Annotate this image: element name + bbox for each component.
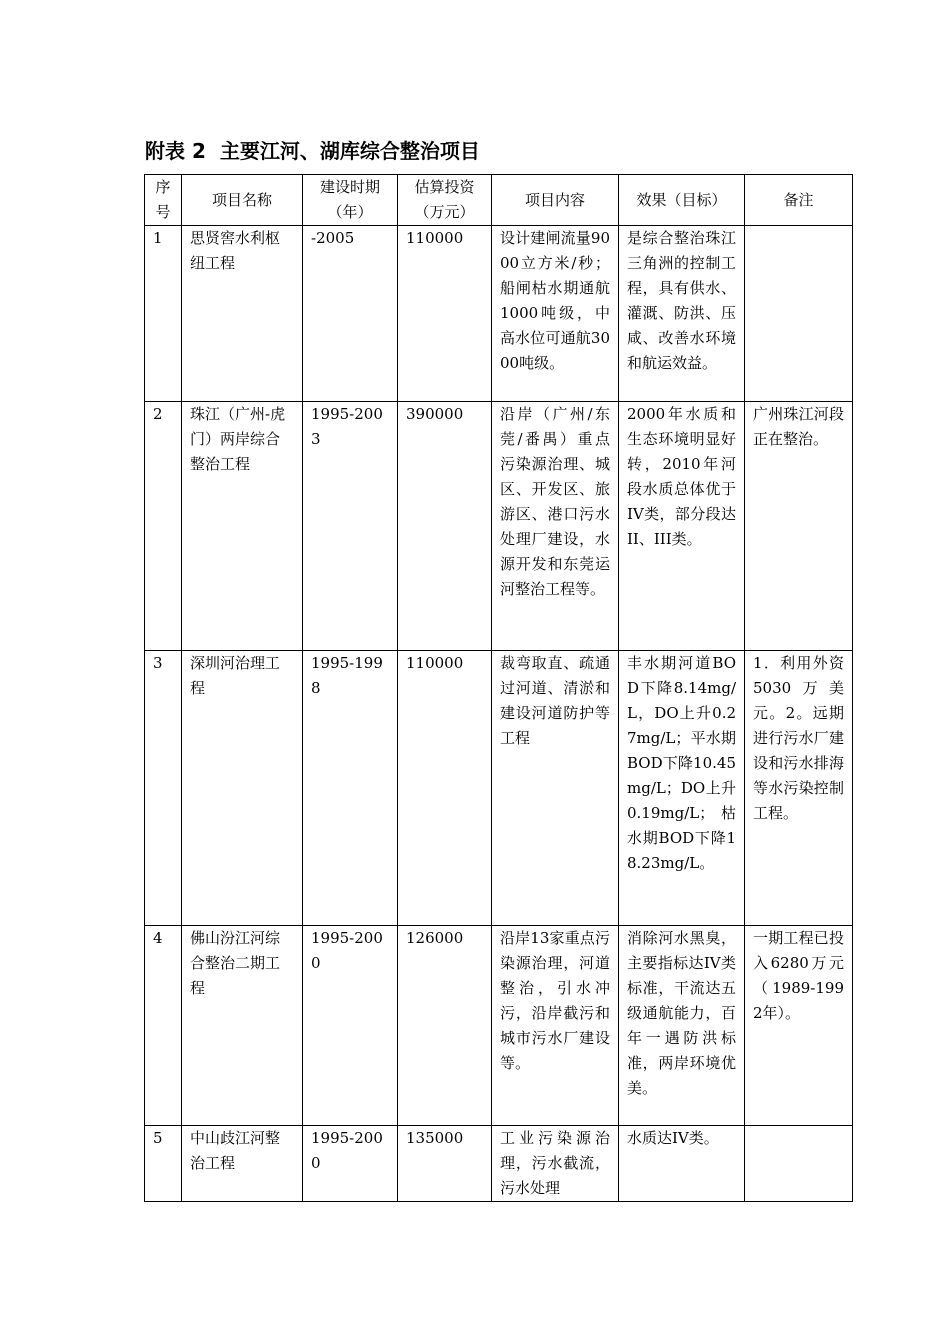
cell-name: 深圳河治理工程: [182, 651, 303, 926]
cell-period: 1995-2000: [303, 926, 398, 1126]
cell-effect: 2000年水质和生态环境明显好转，2010年河段水质总体优于IV类，部分段达II、III类。: [619, 402, 745, 651]
cell-effect: 丰水期河道BOD下降8.14mg/L，DO上升0.27mg/L；平水期BOD下降10.45mg/L；DO上升0.19mg/L；枯水期BOD下降18.23mg/L。: [619, 651, 745, 926]
table-row: [145, 926, 853, 1126]
header-name: 项目名称: [182, 175, 303, 226]
header-remark: 备注: [745, 175, 853, 226]
cell-remark: [745, 1126, 853, 1202]
cell-index: 2: [145, 402, 182, 651]
cell-content: 工业污染源治理，污水截流，污水处理: [492, 1126, 619, 1202]
table-label: 附表 2: [145, 139, 206, 163]
cell-name: 珠江（广州-虎门）两岸综合整治工程: [182, 402, 303, 651]
page-title: [145, 137, 480, 165]
cell-remark: [745, 226, 853, 402]
cell-investment: 110000: [398, 651, 492, 926]
header-period: 建设时期（年）: [303, 175, 398, 226]
cell-name: 中山歧江河整治工程: [182, 1126, 303, 1202]
cell-index: 3: [145, 651, 182, 926]
header-index: 序号: [145, 175, 182, 226]
table-row: [145, 1126, 853, 1202]
cell-investment: 126000: [398, 926, 492, 1126]
cell-remark: 一期工程已投入6280万元（1989-1992年）。: [745, 926, 853, 1126]
cell-investment: 110000: [398, 226, 492, 402]
header-effect: 效果（目标）: [619, 175, 745, 226]
header-content: 项目内容: [492, 175, 619, 226]
cell-name: 思贤窖水利枢纽工程: [182, 226, 303, 402]
cell-remark: 广州珠江河段正在整治。: [745, 402, 853, 651]
cell-content: 沿岸13家重点污染源治理，河道整治，引水冲污，沿岸截污和城市污水厂建设等。: [492, 926, 619, 1126]
cell-remark: 1．利用外资5030万美元。2。远期进行污水厂建设和污水排海等水污染控制工程。: [745, 651, 853, 926]
cell-period: -2005: [303, 226, 398, 402]
table-row: [145, 651, 853, 926]
cell-index: 1: [145, 226, 182, 402]
table-row: [145, 402, 853, 651]
cell-name: 佛山汾江河综合整治二期工程: [182, 926, 303, 1126]
cell-effect: 是综合整治珠江三角洲的控制工程，具有供水、灌溉、防洪、压咸、改善水环境和航运效益。: [619, 226, 745, 402]
cell-content: 沿岸（广州/东莞/番禺）重点污染源治理、城区、开发区、旅游区、港口污水处理厂建设，水源开发和东莞运河整治工程等。: [492, 402, 619, 651]
cell-effect: 消除河水黑臭，主要指标达IV类标准，干流达五级通航能力，百年一遇防洪标准，两岸环境优美。: [619, 926, 745, 1126]
table-header-row: [145, 175, 853, 226]
cell-period: 1995-1998: [303, 651, 398, 926]
cell-effect: 水质达IV类。: [619, 1126, 745, 1202]
cell-investment: 135000: [398, 1126, 492, 1202]
cell-content: 设计建闸流量9000立方米/秒；船闸枯水期通航1000吨级，中高水位可通航3000吨级。: [492, 226, 619, 402]
cell-period: 1995-2000: [303, 1126, 398, 1202]
table-row: [145, 226, 853, 402]
cell-investment: 390000: [398, 402, 492, 651]
projects-table: [144, 174, 853, 1202]
cell-index: 4: [145, 926, 182, 1126]
header-investment: 估算投资（万元）: [398, 175, 492, 226]
table-title: 主要江河、湖库综合整治项目: [219, 139, 480, 163]
cell-index: 5: [145, 1126, 182, 1202]
cell-content: 裁弯取直、疏通过河道、清淤和建设河道防护等工程: [492, 651, 619, 926]
cell-period: 1995-2003: [303, 402, 398, 651]
